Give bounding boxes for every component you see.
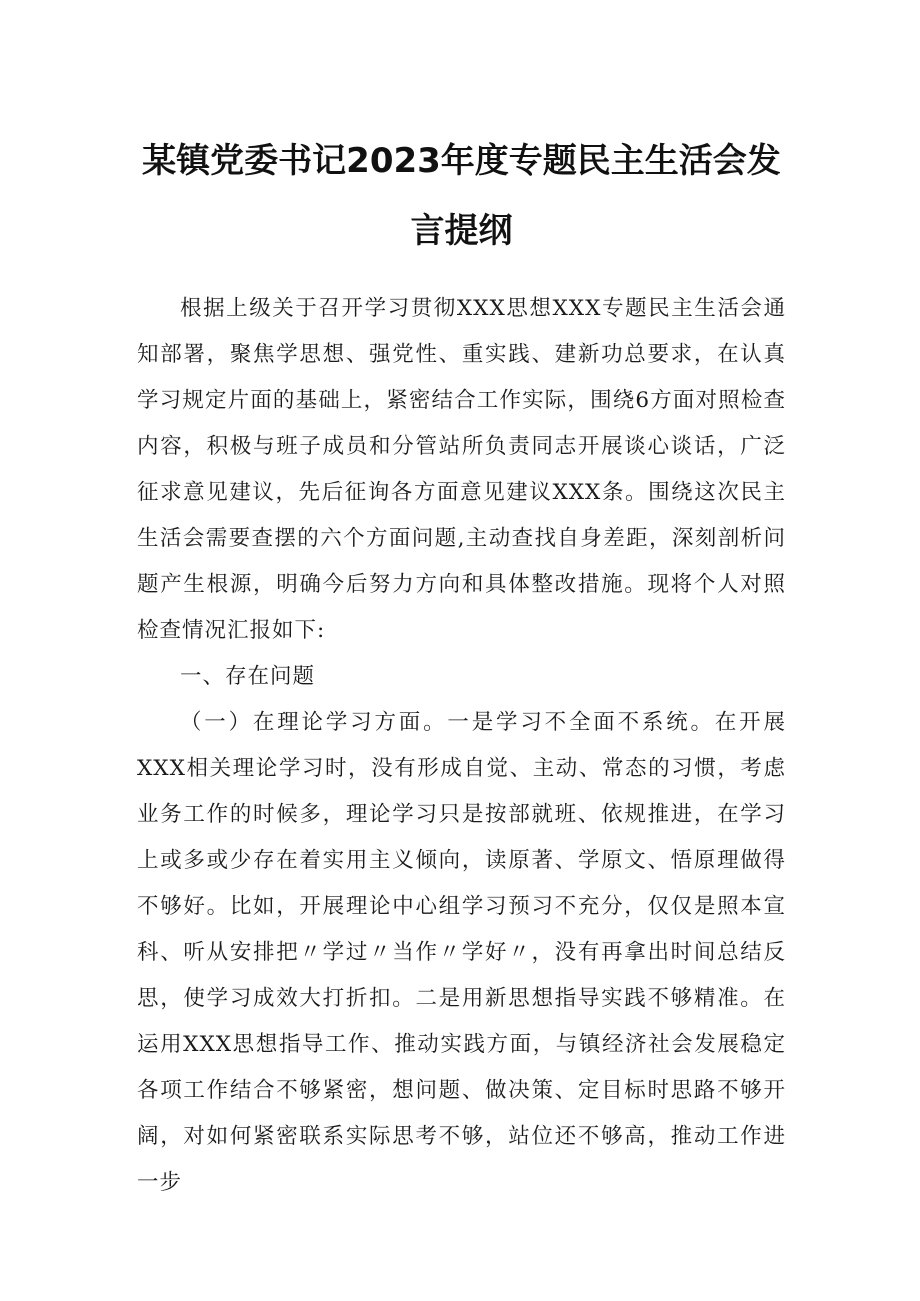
document-title: 某镇党委书记2023年度专题民主生活会发言提纲 bbox=[142, 141, 781, 251]
intro-paragraph: 根据上级关于召开学习贯彻XXX思想XXX专题民主生活会通知部署，聚焦学思想、强党性、重实践、建新功总要求，在认真学习规定片面的基础上，紧密结合工作实际，围绕6方面对照检查内容，积极与班子成员和分管站所负责同志开展谈心谈话，广泛征求意见建议，先后征询各方面意见建议XXX条。围绕这次民主生活会需要查摆的六个方面问题,主动查找自身差距，深刻剖析问题产生根源，明确今后努力方向和具体整改措施。现将个人对照检查情况汇报如下: bbox=[137, 296, 786, 643]
section-heading: 一、存在问题 bbox=[180, 664, 316, 689]
document-body bbox=[137, 286, 786, 1206]
theory-study-paragraph: （一）在理论学习方面。一是学习不全面不系统。在开展XXX相关理论学习时，没有形成自觉、主动、常态的习惯，考虑业务工作的时候多，理论学习只是按部就班、依规推进，在学习上或多或少存在着实用主义倾向，读原著、学原文、悟原理做得不够好。比如，开展理论中心组学习预习不充分，仅仅是照本宣科、听从安排把〃学过〃当作〃学好〃，没有再拿出时间总结反思，使学习成效大打折扣。二是用新思想指导实践不够精准。在运用XXX思想指导工作、推动实践方面，与镇经济社会发展稳定各项工作结合不够紧密，想问题、做决策、定目标时思路不够开阔，对如何紧密联系实际思考不够，站位还不够高，推动工作进一步 bbox=[137, 710, 786, 1195]
